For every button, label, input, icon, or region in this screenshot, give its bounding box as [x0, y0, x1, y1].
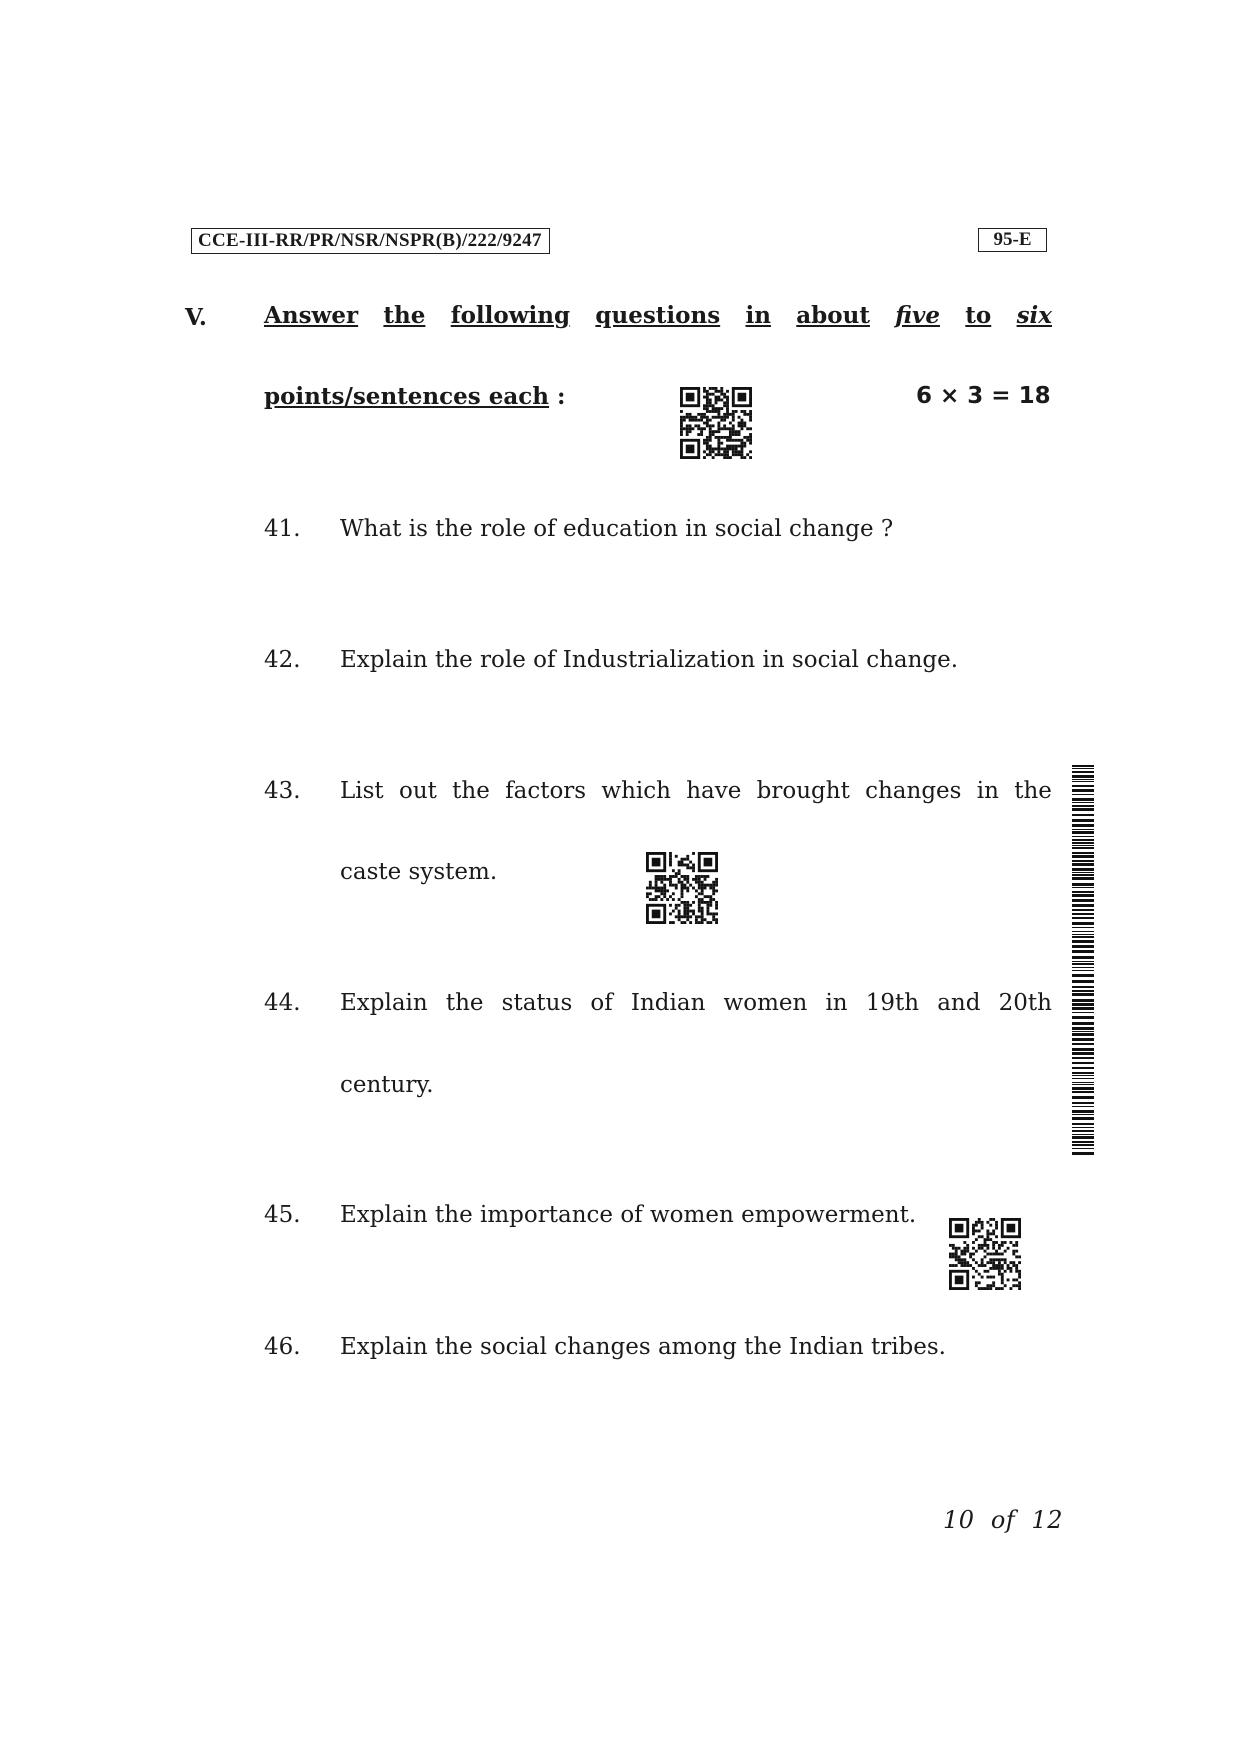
question-text: Explain the importance of women empowerment. — [340, 1202, 917, 1228]
question-word: Indian — [630, 990, 706, 1016]
question-word: of — [590, 990, 613, 1016]
instruction-line2-text: points/sentences each — [264, 383, 549, 410]
instruction-word-emphasis: six — [1016, 302, 1052, 329]
section-instruction-line1 — [264, 302, 1052, 329]
page-total: 12 — [1031, 1506, 1063, 1534]
question-text — [340, 990, 1052, 1016]
question-number: 45. — [264, 1202, 301, 1228]
exam-code: CCE-III-RR/PR/NSR/NSPR(B)/222/9247 — [198, 230, 542, 251]
question-number: 43. — [264, 778, 301, 804]
qr-code-icon — [645, 852, 719, 924]
question-number: 42. — [264, 647, 301, 673]
question-text-continued: century. — [340, 1072, 434, 1098]
page-number — [943, 1506, 1063, 1534]
question-word: out — [398, 778, 437, 804]
section-instruction-line2 — [264, 383, 566, 410]
question-text: Explain the role of Industrialization in social change. — [340, 647, 959, 673]
barcode-icon — [1072, 765, 1094, 1157]
question-number: 44. — [264, 990, 301, 1016]
question-word: changes — [865, 778, 962, 804]
question-word: the — [1014, 778, 1052, 804]
question-number: 46. — [264, 1334, 301, 1360]
question-word: have — [686, 778, 742, 804]
qr-code-icon — [948, 1218, 1022, 1290]
question-word: 19th — [865, 990, 920, 1016]
instruction-word: in — [745, 302, 771, 329]
page-of: of — [990, 1506, 1016, 1534]
question-word: in — [976, 778, 999, 804]
question-word: and — [937, 990, 981, 1016]
question-text: Explain the social changes among the Indian tribes. — [340, 1334, 946, 1360]
section-marks: 6 × 3 = 18 — [916, 383, 1051, 409]
section-number: V. — [185, 304, 207, 331]
instruction-word: about — [796, 302, 870, 329]
qr-code-icon — [679, 387, 753, 459]
question-word: brought — [756, 778, 850, 804]
question-word: which — [601, 778, 671, 804]
instruction-word: the — [383, 302, 426, 329]
instruction-word: to — [965, 302, 992, 329]
instruction-word: Answer — [264, 302, 359, 329]
question-word: factors — [505, 778, 587, 804]
question-word: women — [723, 990, 808, 1016]
instruction-word: questions — [595, 302, 721, 329]
question-word: the — [452, 778, 490, 804]
instruction-word-emphasis: five — [895, 302, 940, 329]
question-word: status — [501, 990, 573, 1016]
question-text — [340, 778, 1052, 804]
question-word: 20th — [998, 990, 1052, 1016]
question-number: 41. — [264, 516, 301, 542]
page-current: 10 — [943, 1506, 975, 1534]
question-word: List — [340, 778, 384, 804]
question-text: What is the role of education in social change ? — [340, 516, 894, 542]
instruction-word: following — [450, 302, 571, 329]
exam-code-box — [191, 228, 550, 254]
question-word: in — [825, 990, 848, 1016]
question-text-continued: caste system. — [340, 859, 498, 885]
paper-code: 95-E — [993, 229, 1032, 250]
paper-code-box — [978, 228, 1047, 252]
instruction-colon: : — [557, 383, 566, 410]
question-word: Explain — [340, 990, 428, 1016]
question-word: the — [445, 990, 484, 1016]
